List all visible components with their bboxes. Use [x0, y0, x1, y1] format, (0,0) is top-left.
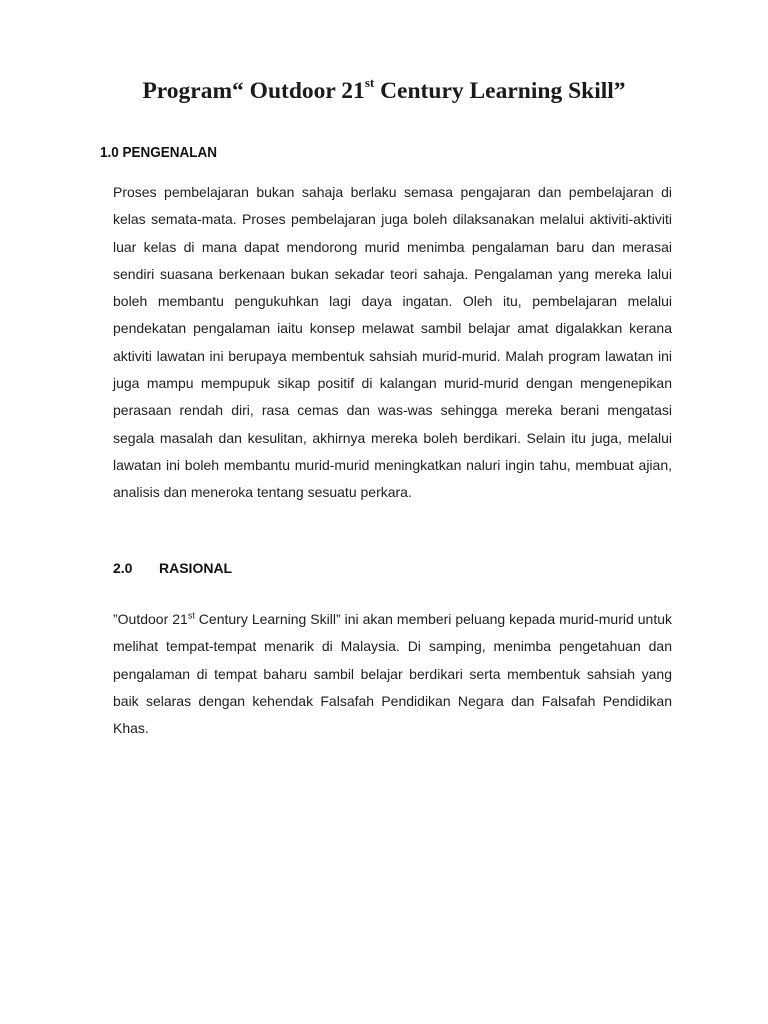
- title-prefix: Program“ Outdoor 21: [142, 78, 365, 104]
- title-suffix: Century Learning Skill”: [374, 78, 626, 104]
- section-heading-label: RASIONAL: [159, 560, 233, 576]
- document-title: [0, 74, 768, 108]
- section-heading-pengenalan: 1.0 PENGENALAN: [100, 144, 218, 161]
- rasional-superscript: st: [187, 610, 195, 621]
- section-heading-rasional: [113, 560, 232, 576]
- section-number: 2.0: [113, 560, 133, 576]
- section-body-rasional: [113, 606, 672, 742]
- section-body-pengenalan: Proses pembelajaran bukan sahaja berlaku semasa pengajaran dan pembelajaran di kelas semata-mata. Proses pembelajaran juga boleh dilaksanakan melalui aktiviti-aktiviti luar kelas di mana dapat mendorong murid menimba pengalaman baru dan merasai sendiri suasana berkenaan bukan sekadar teori sahaja. Pengalaman yang mereka lalui boleh membantu pengukuhkan lagi daya ingatan. Oleh itu, pembelajaran melalui pendekatan pengalaman iaitu konsep melawat sambil belajar amat digalakkan kerana aktiviti lawatan ini berupaya membentuk sahsiah murid-murid. Malah program lawatan ini juga mampu mempupuk sikap positif di kalangan murid-murid dengan mengenepikan perasaan rendah diri, rasa cemas dan was-was sehingga mereka berani mengatasi segala masalah dan kesulitan, akhirnya mereka boleh berdikari. Selain itu juga, melalui lawatan ini boleh membantu murid-murid meningkatkan naluri ingin tahu, membuat ajian, analisis dan meneroka tentang sesuatu perkara.: [113, 184, 672, 501]
- rasional-prefix: ”Outdoor 21: [113, 611, 188, 627]
- title-superscript: st: [364, 75, 375, 91]
- rasional-text: Century Learning Skill” ini akan memberi peluang kepada murid-murid untuk melihat tempat-tempat menarik di Malaysia. Di samping, menimba pengetahuan dan pengalaman di tempat baharu sambil belajar berdikari serta membentuk sahsiah yang baik selaras dengan kehendak Falsafah Pendidikan Negara dan Falsafah Pendidikan Khas.: [113, 611, 672, 737]
